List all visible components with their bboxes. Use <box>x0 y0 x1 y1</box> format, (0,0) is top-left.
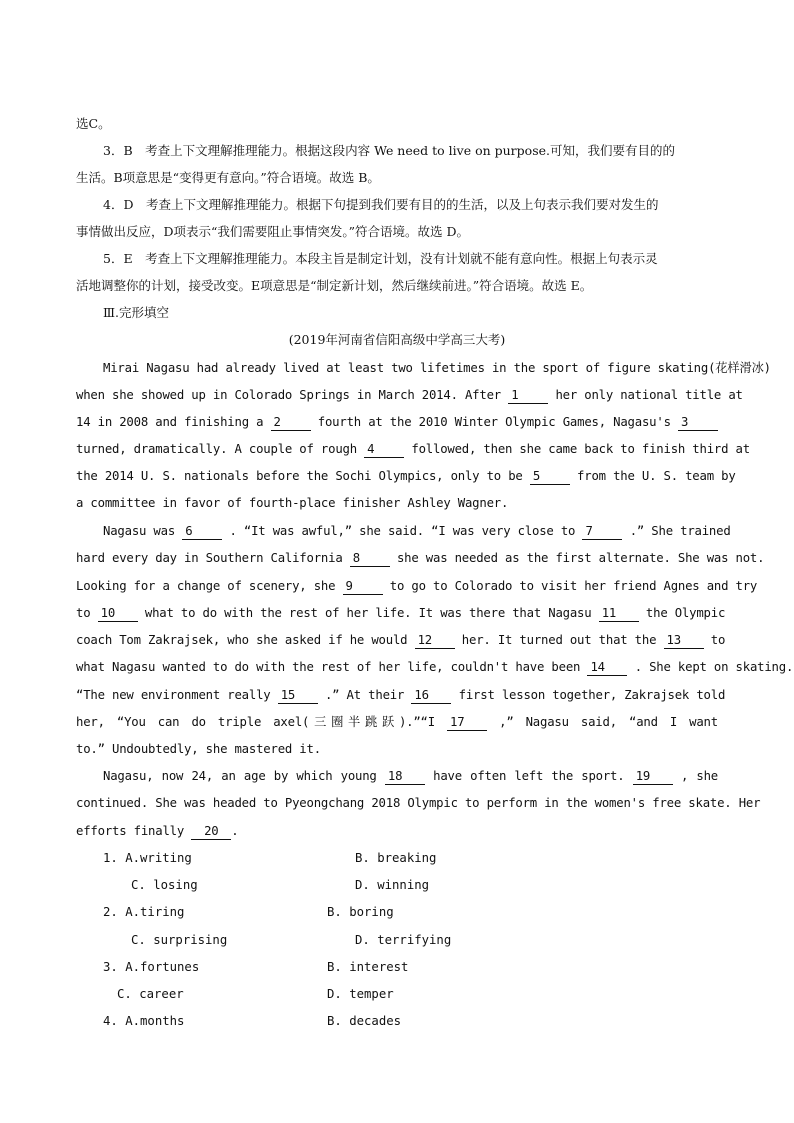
answer-3-line-2: 生活。B项意思是“变得更有意向。”符合语境。故选 B。 <box>76 170 380 185</box>
option-4b[interactable]: B. decades <box>327 1014 402 1028</box>
passage-p1-line-3: 14 in 2008 and finishing a 2 fourth at the 2010 Winter Olympic Games, Nagasu's 3 <box>76 413 718 431</box>
option-2b[interactable]: B. boring <box>327 905 394 919</box>
passage-p2-line-3: Looking for a change of scenery, she 9 to go to Colorado to visit her friend Agnes and try <box>76 579 758 593</box>
blank-10[interactable]: 10 <box>98 606 138 622</box>
blank-11[interactable]: 11 <box>599 606 639 622</box>
option-3a[interactable]: 3. A.fortunes <box>103 960 200 974</box>
blank-3[interactable]: 3 <box>678 415 718 431</box>
option-1c[interactable]: C. losing <box>131 878 198 892</box>
passage-p1-line-6: a committee in favor of fourth-place finisher Ashley Wagner. <box>76 496 509 510</box>
blank-20[interactable]: 20 <box>191 824 231 840</box>
option-1b[interactable]: B. breaking <box>355 851 437 865</box>
blank-2[interactable]: 2 <box>271 415 311 431</box>
blank-5[interactable]: 5 <box>530 469 570 485</box>
passage-p2-line-2: hard every day in Southern California 8 she was needed as the first alternate. She was not. <box>76 551 765 565</box>
option-3c[interactable]: C. career <box>117 987 184 1001</box>
blank-14[interactable]: 14 <box>587 660 627 676</box>
option-2d[interactable]: D. terrifying <box>355 933 452 947</box>
blank-8[interactable]: 8 <box>350 551 390 567</box>
passage-p1-line-4: turned, dramatically. A couple of rough 4 followed, then she came back to finish third at <box>76 442 750 456</box>
option-2a[interactable]: 2. A.tiring <box>103 905 185 919</box>
blank-15[interactable]: 15 <box>278 688 318 704</box>
blank-16[interactable]: 16 <box>411 688 451 704</box>
answer-5-line-2: 活地调整你的计划，接受改变。E项意思是“制定新计划，然后继续前进。”符合语境。故选 E。 <box>76 278 593 293</box>
section-heading: Ⅲ.完形填空 <box>103 305 170 320</box>
blank-12[interactable]: 12 <box>415 633 455 649</box>
option-1a[interactable]: 1. A.writing <box>103 851 192 865</box>
option-3d[interactable]: D. temper <box>327 987 394 1001</box>
blank-4[interactable]: 4 <box>364 442 404 458</box>
blank-7[interactable]: 7 <box>582 524 622 540</box>
passage-p2-line-5: coach Tom Zakrajsek, who she asked if he would 12 her. It turned out that the 13 to <box>76 633 726 647</box>
passage-p1-line-5: the 2014 U. S. nationals before the Sochi Olympics, only to be 5 from the U. S. team by <box>76 469 736 483</box>
passage-p3-line-2: continued. She was headed to Pyeongchang 2018 Olympic to perform in the women's free skate. Her <box>76 796 761 810</box>
passage-p3-line-3: efforts finally 20 . <box>76 824 239 838</box>
passage-p2-line-9: to.” Undoubtedly, she mastered it. <box>76 742 321 756</box>
option-1d[interactable]: D. winning <box>355 878 430 892</box>
passage-p2-line-6: what Nagasu wanted to do with the rest of her life, couldn't have been 14 . She kept on skating. <box>76 660 794 674</box>
answer-3-line-1: 3．B 考查上下文理解推理能力。根据这段内容 We need to live on purpose.可知，我们要有目的的 <box>103 143 675 158</box>
answer-5-line-1: 5．E 考查上下文理解推理能力。本段主旨是制定计划，没有计划就不能有意向性。根据上句表示灵 <box>103 251 658 266</box>
answer-4-line-2: 事情做出反应，D项表示“我们需要阻止事情突发。”符合语境。故选 D。 <box>76 224 470 239</box>
option-4a[interactable]: 4. A.months <box>103 1014 185 1028</box>
passage-p2-line-8: her, “You can do triple axel(三圈半跳跃).”“I 17 ,” Nagasu said, “and I want <box>76 715 718 729</box>
answer-4-line-1: 4．D 考查上下文理解推理能力。根据下句提到我们要有目的的生活，以及上句表示我们要对发生的 <box>103 197 659 212</box>
answer-2-continuation: 选C。 <box>76 116 111 131</box>
blank-6[interactable]: 6 <box>182 524 222 540</box>
passage-p2-line-4: to 10 what to do with the rest of her life. It was there that Nagasu 11 the Olympic <box>76 606 726 620</box>
passage-source: (2019年河南省信阳高级中学高三大考) <box>288 332 506 347</box>
option-3b[interactable]: B. interest <box>327 960 409 974</box>
blank-17[interactable]: 17 <box>447 715 487 731</box>
option-2c[interactable]: C. surprising <box>131 933 228 947</box>
passage-p3-line-1: Nagasu, now 24, an age by which young 18 have often left the sport. 19 , she <box>103 769 718 783</box>
passage-p2-line-7: “The new environment really 15 .” At their 16 first lesson together, Zakrajsek told <box>76 688 726 702</box>
blank-1[interactable]: 1 <box>508 388 548 404</box>
passage-p2-line-1: Nagasu was 6 . “It was awful,” she said. “I was very close to 7 .” She trained <box>103 524 731 538</box>
passage-p1-line-1: Mirai Nagasu had already lived at least two lifetimes in the sport of figure skating(花样滑冰) <box>103 361 771 375</box>
blank-18[interactable]: 18 <box>385 769 425 785</box>
blank-19[interactable]: 19 <box>633 769 673 785</box>
blank-9[interactable]: 9 <box>343 579 383 595</box>
passage-p1-line-2: when she showed up in Colorado Springs in March 2014. After 1 her only national title at <box>76 388 743 402</box>
blank-13[interactable]: 13 <box>664 633 704 649</box>
